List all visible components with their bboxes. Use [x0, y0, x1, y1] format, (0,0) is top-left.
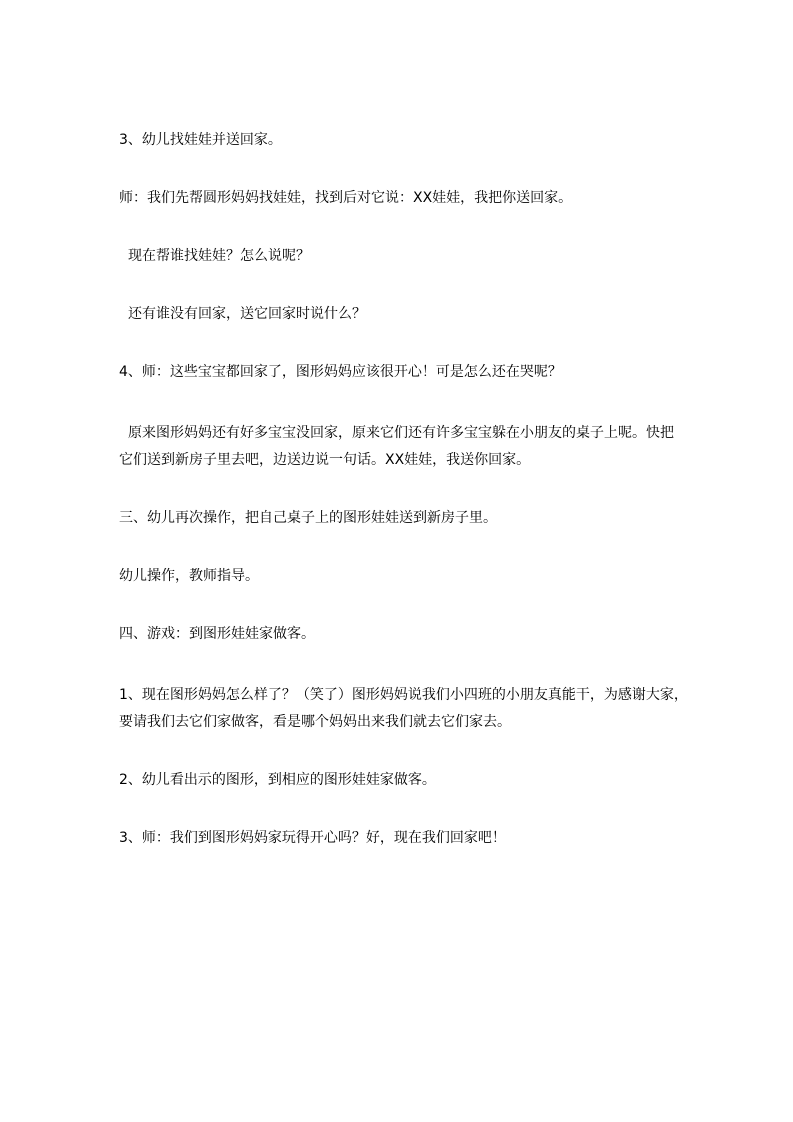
paragraph-game-step-1-line-2: 要请我们去它们家做客，看是哪个妈妈出来我们就去它们家去。 — [119, 714, 511, 730]
paragraph-teacher-instruction: 师：我们先帮圆形妈妈找娃娃，找到后对它说：XX娃娃，我把你送回家。 — [119, 190, 573, 206]
paragraph-game-step-1-line-1: 1、现在图形妈妈怎么样了？（笑了）图形妈妈说我们小四班的小朋友真能干，为感谢大家， — [119, 687, 688, 703]
paragraph-question-what-say: 还有谁没有回家，送它回家时说什么？ — [128, 306, 366, 322]
paragraph-more-babies-line-1: 原来图形妈妈还有好多宝宝没回家，原来它们还有许多宝宝躲在小朋友的桌子上呢。快把 — [128, 425, 674, 441]
paragraph-children-operate: 幼儿操作，教师指导。 — [119, 568, 259, 584]
paragraph-game-step-2: 2、幼儿看出示的图形，到相应的图形娃娃家做客。 — [119, 772, 436, 788]
paragraph-question-who: 现在帮谁找娃娃？怎么说呢？ — [128, 248, 310, 264]
paragraph-section-4-heading: 四、游戏：到图形娃娃家做客。 — [119, 626, 315, 642]
paragraph-more-babies-line-2: 它们送到新房子里去吧，边送边说一句话。XX娃娃，我送你回家。 — [119, 452, 531, 468]
paragraph-step-4: 4、师：这些宝宝都回家了，图形妈妈应该很开心！可是怎么还在哭呢？ — [119, 364, 562, 380]
paragraph-section-3-heading: 三、幼儿再次操作，把自己桌子上的图形娃娃送到新房子里。 — [119, 510, 497, 526]
paragraph-step-3-heading: 3、幼儿找娃娃并送回家。 — [119, 132, 282, 148]
paragraph-game-step-3: 3、师：我们到图形妈妈家玩得开心吗？好，现在我们回家吧！ — [119, 830, 506, 846]
